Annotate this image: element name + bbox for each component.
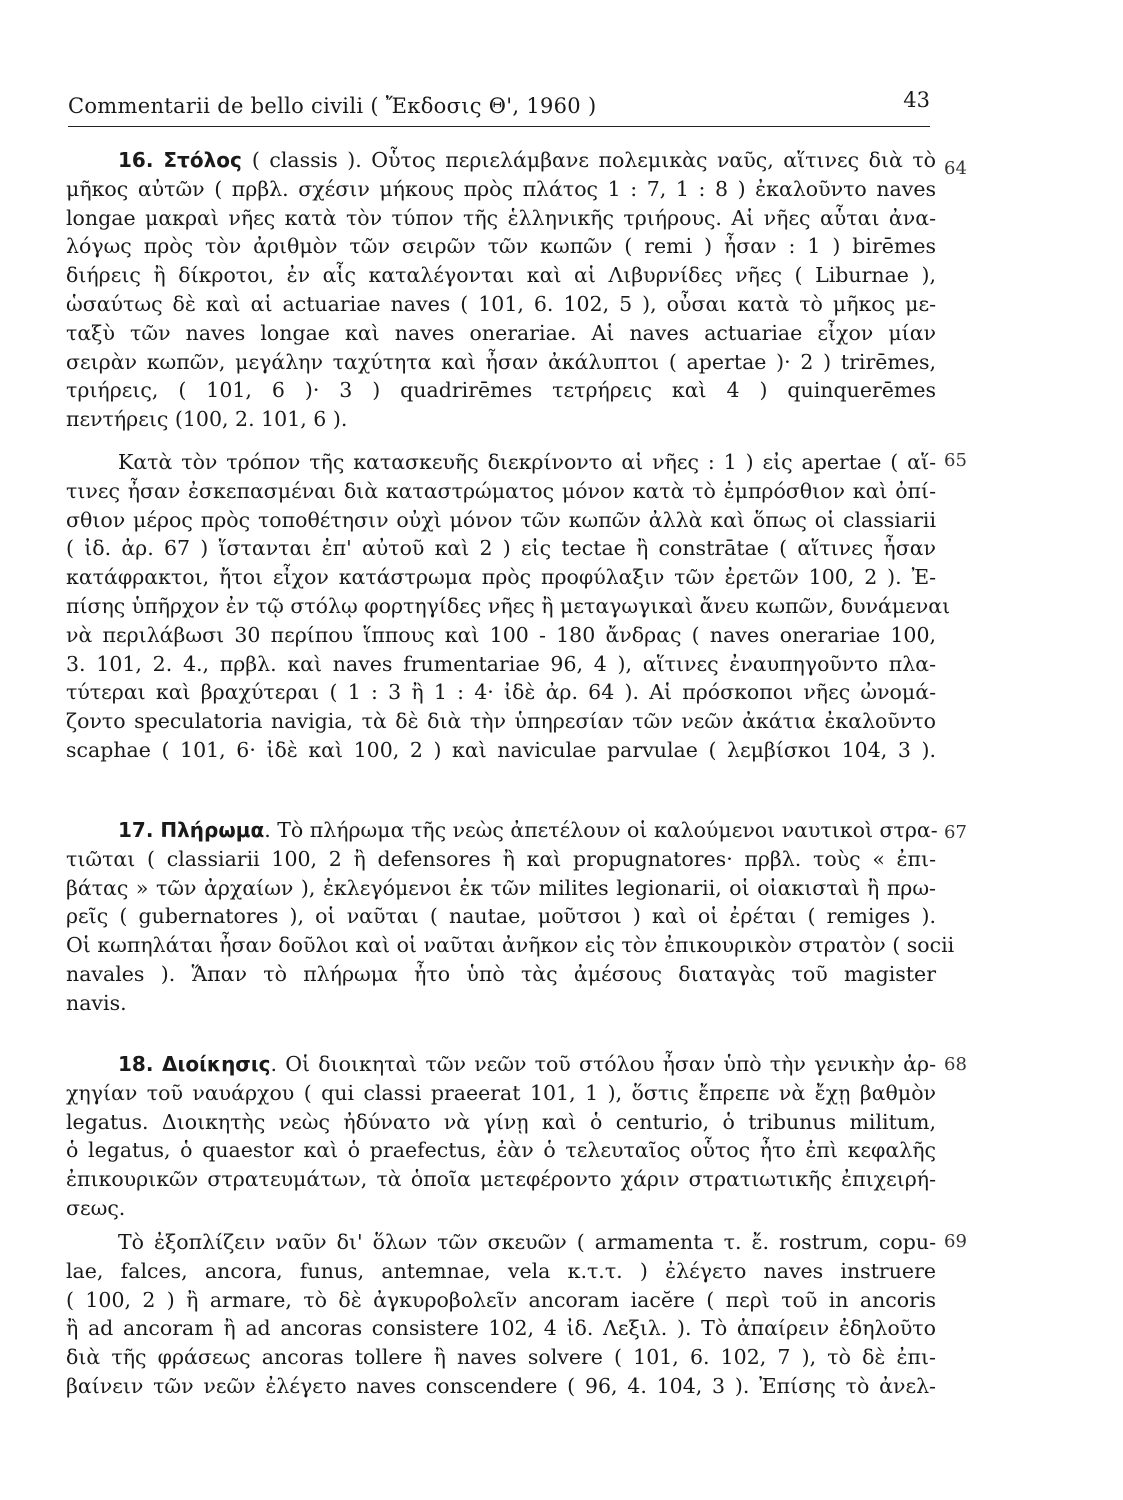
- text-line: πίσης ὑπῆρχον ἐν τῷ στόλῳ φορτηγίδες νῆες ἢ μεταγωγικαὶ ἄνευ κωπῶν, δυνάμεναι: [66, 593, 951, 618]
- text-line: ὡσαύτως δὲ καὶ αἱ actuariae naves ( 101, 6. 102, 5 ), οὖσαι κατὰ τὸ μῆκος με-: [66, 291, 936, 316]
- running-title: Commentarii de bello civili ( Ἔκδοσις Θ', 1960 ): [68, 94, 597, 118]
- margin-number: 65: [944, 450, 967, 471]
- text-line: βαίνειν τῶν νεῶν ἐλέγετο naves conscendere ( 96, 4. 104, 3 ). Ἐπίσης τὸ ἀνελ-: [66, 1373, 936, 1398]
- text-line: τριήρεις, ( 101, 6 )· 3 ) quadrirēmes τετρήρεις καὶ 4 ) quinquerēmes: [66, 378, 936, 403]
- text-line: χηγίαν τοῦ ναυάρχου ( qui classi praeerat 101, 1 ), ὅστις ἔπρεπε νὰ ἔχῃ βαθμὸν: [66, 1080, 936, 1105]
- text-line: ἢ ad ancoram ἢ ad ancoras consistere 102, 4 ἰδ. Λεξιλ. ). Τὸ ἀπαίρειν ἐδηλοῦτο: [66, 1316, 936, 1341]
- header-rule: [68, 126, 930, 127]
- text-line: βάτας » τῶν ἀρχαίων ), ἐκλεγόμενοι ἐκ τῶν milites legionarii, οἱ οἰακισταὶ ἢ πρω-: [66, 875, 936, 900]
- text-line: ὁ legatus, ὁ quaestor καὶ ὁ praefectus, ἐὰν ὁ τελευταῖος οὗτος ἦτο ἐπὶ κεφαλῆς: [66, 1138, 936, 1163]
- text-line: πεντήρεις (100, 2. 101, 6 ).: [66, 407, 348, 432]
- text-line: 18. Διοίκησις. Οἱ διοικηταὶ τῶν νεῶν τοῦ στόλου ἦσαν ὑπὸ τὴν γενικὴν ἀρ-: [118, 1052, 936, 1076]
- text-line: Οἱ κωπηλάται ἦσαν δοῦλοι καὶ οἱ ναῦται ἀνῆκον εἰς τὸν ἐπικουρικὸν στρατὸν ( socii: [66, 933, 955, 958]
- margin-number: 64: [944, 158, 967, 179]
- text-line: scaphae ( 101, 6· ἰδὲ καὶ 100, 2 ) καὶ naviculae parvulae ( λεμβίσκοι 104, 3 ).: [66, 737, 936, 762]
- page-number: 43: [903, 88, 930, 112]
- text-line: τύτεραι καὶ βραχύτεραι ( 1 : 3 ἢ 1 : 4· ἰδὲ ἀρ. 64 ). Αἱ πρόσκοποι νῆες ὠνομά-: [66, 680, 936, 705]
- text-line: 16. Στόλος ( classis ). Οὗτος περιελάμβανε πολεμικὰς ναῦς, αἵτινες διὰ τὸ: [118, 148, 937, 172]
- section-heading: 18. Διοίκησις: [118, 1052, 271, 1076]
- text-line: διὰ τῆς φράσεως ancoras tollere ἢ naves solvere ( 101, 6. 102, 7 ), τὸ δὲ ἐπι-: [66, 1345, 936, 1370]
- text-line: τινες ἦσαν ἐσκεπασμέναι διὰ καταστρώματος μόνον κατὰ τὸ ἐμπρόσθιον καὶ ὀπί-: [66, 478, 936, 503]
- text-line: διήρεις ἢ δίκροτοι, ἐν αἷς καταλέγονται καὶ αἱ Λιβυρνίδες νῆες ( Liburnae ),: [66, 263, 936, 288]
- text-line: ρεῖς ( gubernatores ), οἱ ναῦται ( nautae, μοῦτσοι ) καὶ οἱ ἐρέται ( remiges ).: [66, 904, 936, 929]
- margin-number: 69: [944, 1231, 967, 1252]
- text-line: τιῶται ( classiarii 100, 2 ἢ defensores ἢ καὶ propugnatores· πρβλ. τοὺς « ἐπι-: [66, 846, 936, 871]
- text-line: navales ). Ἅπαν τὸ πλήρωμα ἦτο ὑπὸ τὰς ἀμέσους διαταγὰς τοῦ magister: [66, 961, 936, 986]
- running-header: [68, 88, 930, 126]
- margin-number: 67: [944, 822, 967, 843]
- text-line: lae, falces, ancora, funus, antemnae, vela κ.τ.τ. ) ἐλέγετο naves instruere: [66, 1258, 936, 1283]
- text-line: ζοντο speculatoria navigia, τὰ δὲ διὰ τὴν ὑπηρεσίαν τῶν νεῶν ἀκάτια ἐκαλοῦντο: [66, 709, 936, 734]
- section-heading: 16. Στόλος: [118, 148, 242, 172]
- text-line: ἐπικουρικῶν στρατευμάτων, τὰ ὁποῖα μετεφέροντο χάριν στρατιωτικῆς ἐπιχειρή-: [66, 1167, 936, 1192]
- text-line: ( ἰδ. ἀρ. 67 ) ἵστανται ἐπ' αὐτοῦ καὶ 2 ) εἰς tectae ἢ constrātae ( αἵτινες ἦσαν: [66, 536, 936, 561]
- section-heading: 17. Πλήρωμα: [118, 818, 265, 842]
- section-18-paragraph-2: [66, 1228, 936, 1401]
- text-line: 17. Πλήρωμα. Τὸ πλήρωμα τῆς νεὼς ἀπετέλουν οἱ καλούμενοι ναυτικοὶ στρα-: [118, 818, 938, 842]
- text-line: σθιον μέρος πρὸς τοποθέτησιν οὐχὶ μόνον τῶν κωπῶν ἀλλὰ καὶ ὅπως οἱ classiarii: [66, 507, 936, 532]
- section-18-paragraph-1: [66, 1050, 936, 1223]
- text-line: λόγως πρὸς τὸν ἀριθμὸν τῶν σειρῶν τῶν κωπῶν ( remi ) ἦσαν : 1 ) birēmes: [66, 234, 936, 259]
- section-16-paragraph-2: [66, 448, 951, 765]
- margin-number: 68: [944, 1054, 967, 1075]
- section-17-paragraph-1: [66, 816, 955, 1018]
- text-line: κατάφρακτοι, ἤτοι εἶχον κατάστρωμα πρὸς προφύλαξιν τῶν ἐρετῶν 100, 2 ). Ἐ-: [66, 565, 936, 590]
- section-16-paragraph-1: [66, 146, 936, 434]
- text-line: μῆκος αὐτῶν ( πρβλ. σχέσιν μήκους πρὸς πλάτος 1 : 7, 1 : 8 ) ἐκαλοῦντο naves: [66, 176, 936, 201]
- text-line: ( 100, 2 ) ἢ armare, τὸ δὲ ἀγκυροβολεῖν ancoram iacĕre ( περὶ τοῦ in ancoris: [66, 1287, 936, 1312]
- text-line: Τὸ ἐξοπλίζειν ναῦν δι' ὅλων τῶν σκευῶν ( armamenta τ. ἔ. rostrum, copu-: [118, 1230, 936, 1254]
- text-line: longae μακραὶ νῆες κατὰ τὸν τύπον τῆς ἑλληνικῆς τριήρους. Αἱ νῆες αὗται ἀνα-: [66, 205, 936, 230]
- text-line: navis.: [66, 990, 127, 1015]
- text-line: σεως.: [66, 1195, 126, 1220]
- text-line: ταξὺ τῶν naves longae καὶ naves onerariae. Αἱ naves actuariae εἶχον μίαν: [66, 320, 936, 345]
- text-line: legatus. Διοικητὴς νεὼς ἠδύνατο νὰ γίνῃ καὶ ὁ centurio, ὁ tribunus militum,: [66, 1109, 936, 1134]
- text-line: σειρὰν κωπῶν, μεγάλην ταχύτητα καὶ ἦσαν ἀκάλυπτοι ( apertae )· 2 ) trirēmes,: [66, 349, 936, 374]
- text-line: νὰ περιλάβωσι 30 περίπου ἵππους καὶ 100 - 180 ἄνδρας ( naves onerariae 100,: [66, 622, 936, 647]
- text-line: Κατὰ τὸν τρόπον τῆς κατασκευῆς διεκρίνοντο αἱ νῆες : 1 ) εἰς apertae ( αἵ-: [118, 450, 936, 474]
- text-line: 3. 101, 2. 4., πρβλ. καὶ naves frumentariae 96, 4 ), αἵτινες ἐναυπηγοῦντο πλα-: [66, 651, 936, 676]
